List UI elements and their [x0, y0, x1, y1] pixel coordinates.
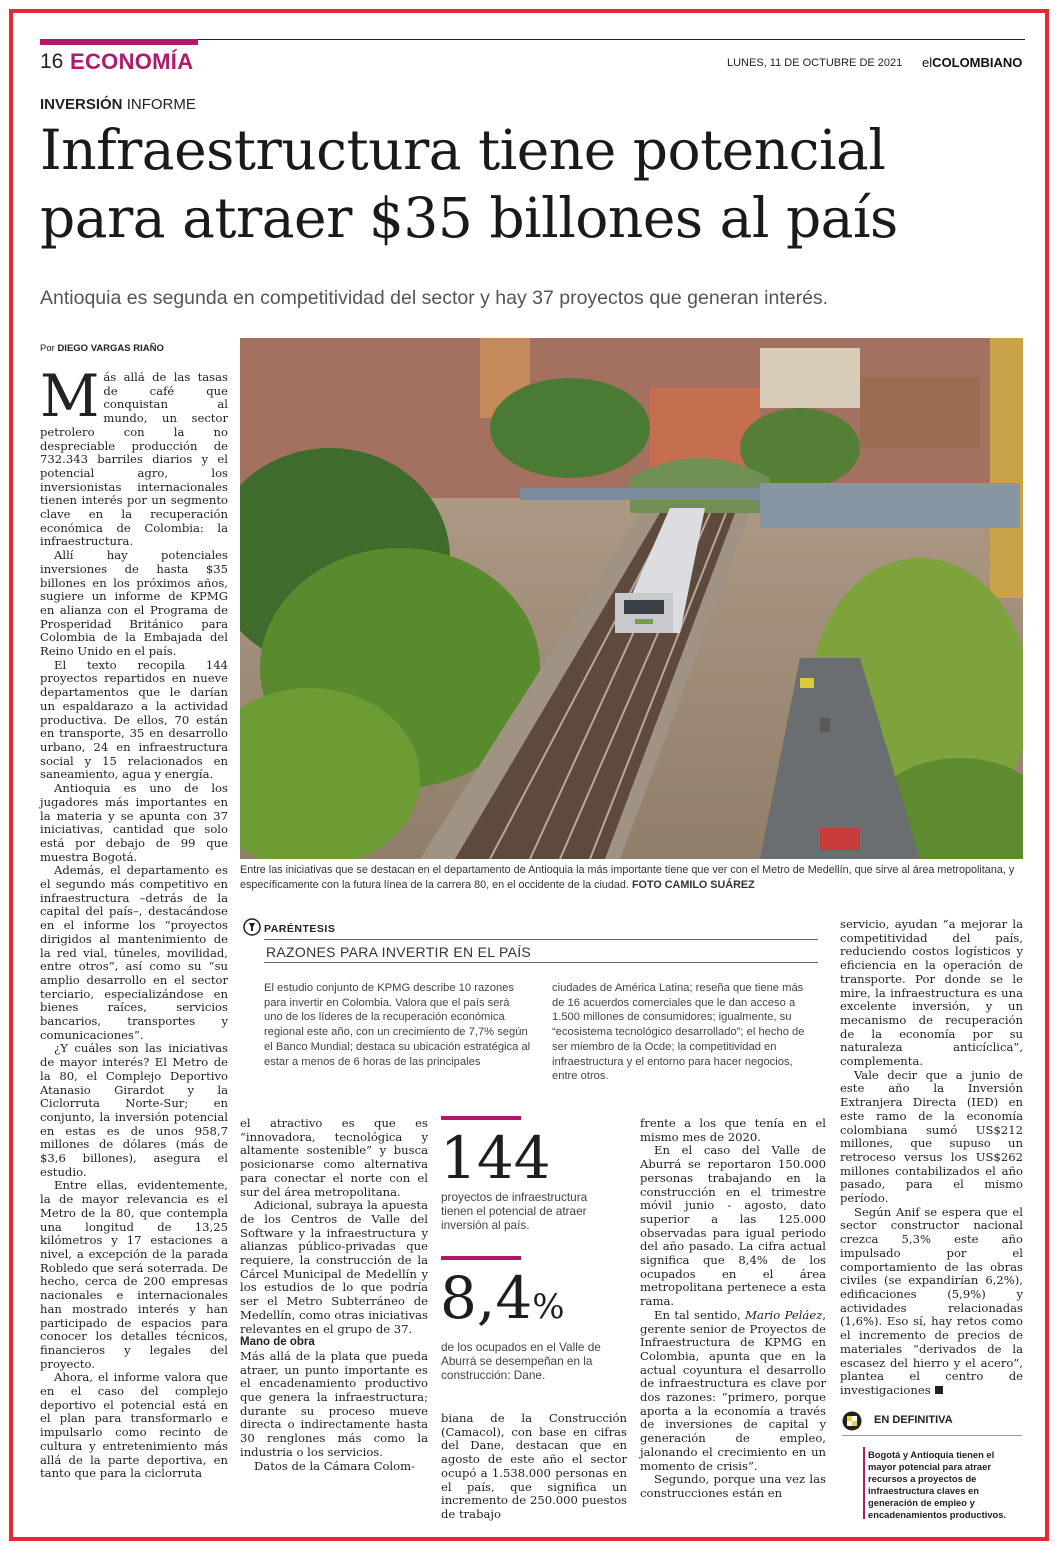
- article-column-4: frente a los que tenía en el mismo mes de 2020. En el caso del Valle de Aburrá se reportaron 150.000 personas trabajando en la construcción en el trimestre móvil junio - agosto, dato superior a las 125.000 observadas para igual periodo del año pasado. La cifra actual significa que 8,4% de los ocupados en el área metropolitana pertenece a esta rama. En tal sentido, Mario Peláez, gerente senior de Proyectos de Infraestructura de KPMG en Colombia, apunta que en la actual coyuntura el desarrollo de infraestructura es clave por dos razones: “primero, porque aporta a la economía a través de inversiones de capital y generación de empleo, jalonando el crecimiento en un momento de crisis”. Segundo, porque una vez las construcciones están en: [640, 1116, 826, 1500]
- stat-desc-projects: proyectos de infraestructura tienen el potencial de atraer inversión al país.: [441, 1190, 588, 1232]
- photo-credit: FOTO CAMILO SUÁREZ: [631, 879, 755, 891]
- parentesis-label: PARÉNTESIS: [264, 923, 336, 935]
- article-column-1: Más allá de las tasas de café que conquistan al mundo, un sector petrolero con la no despreciable producción de 732.343 barriles diarios y el potencial agro, los inversionistas internacionales tienen interés por un segmento clave en la recuperación económica de Colombia: la infraestructura. Allí hay potenciales inversiones de hasta $35 billones en los próximos años, sugiere un informe de KPMG en alianza con el Programa de Prosperidad Británico para Colombia de la Embajada del Reino Unido en el país. El texto recopila 144 proyectos repartidos en nueve departamentos que le darían un espaldarazo a la actividad productiva. De ellos, 70 están en transporte, 35 en desarrollo urbano, 24 en infraestructura social y 15 relacionados en saneamiento, agua y energía. Antioquia es uno de los jugadores más importantes en la materia y se apunta con 37 iniciativas, cantidad que solo está por debajo de 99 que muestra Bogotá. Además, el departamento es el segundo más competitivo en infraestructura –detrás de la capital del país–, destacándose en el informe los “proyectos dirigidos al mantenimiento de la red vial, túneles, movilidad, entre otros”, así como su “su amplio desarrollo en el sector terciario, especializándose en bienes raíces, servicios bancarios, transportes y comunicaciones”. ¿Y cuáles son las iniciativas de mayor interés? El Metro de la 80, el Complejo Deportivo Atanasio Girardot y la Ciclorruta Norte-Sur; en conjunto, la inversión potencial en estas es de unos 958,7 millones de dólares (más de $3,6 billones), asegura el estudio. Entre ellas, evidentemente, la de mayor relevancia es el Metro de la 80, que contempla una longitud de 13,25 kilómetros y 17 estaciones a nivel, a excepción de la parada Robledo que será soterrada. De hecho, cerca de 200 empresas nacionales e internacionales han mostrado interés y han participado de espacios para conocer los detalles técnicos, financieros y legales del proyecto. Ahora, el informe valora que en el caso del complejo deportivo el potencial está en el plan para transformarlo e impulsarlo como recinto de cultura y entretenimiento más allá de la parte deportiva, en tanto que para la ciclorruta: [40, 362, 228, 1481]
- newspaper-name: elCOLOMBIANO: [922, 55, 1023, 70]
- stat-rule-1: [441, 1116, 521, 1120]
- byline: Por DIEGO VARGAS RIAÑO: [40, 343, 164, 354]
- reasons-text-right: ciudades de América Latina; reseña que tiene más de 16 acuerdos comerciales que le dan acceso a 1.500 millones de consumidores; igualmente, su “ecosistema tecnológico desarrollado”; el hecho de ser miembro de la Ocde; la competitividad en infraestructura y el entorno para hacer negocios, entre otros.: [552, 982, 805, 1083]
- en-definitiva-accent: [863, 1447, 865, 1519]
- headline: Infraestructura tiene potencial para atraer $35 billones al país: [40, 118, 898, 250]
- article-column-2: el atractivo es que es “innovadora, tecnológica y altamente sostenible” y busca posicionarse como alternativa para conectar el norte con el sur del área metropolitana. Adicional, subraya la apuesta de los Centros de Valle del Software y la infraestructura y alianzas público-privadas que requiere, la construcción de la Cárcel Municipal de Medellín y los estudios de lo que podría ser el Metro Subterráneo de Medellín, como otras iniciativas relevantes en el grupo de 37. Mano de obra Más allá de la plata que pueda atraer, un punto importante es el encadenamiento productivo que genera la infraestructura; durante su proceso mueve directa o indirectamente hasta 30 renglones más como la industria o los servicios. Datos de la Cámara Colom-: [240, 1116, 428, 1473]
- reasons-text-left: El estudio conjunto de KPMG describe 10 razones para invertir en Colombia. Valora que el país será uno de los líderes de la recuperación económica regional este año, con un crecimiento de 7,7% según el Banco Mundial; destaca su ubicación estratégica al estar a menos de 6 horas de las principales: [264, 982, 531, 1068]
- article-column-3: biana de la Construcción (Camacol), con base en cifras del Dane, destacan que en agosto de este año el sector ocupó a 1.538.000 personas en el país, que significa un incremento de 250.000 puestos de trabajo: [441, 1411, 627, 1521]
- stat-rule-2: [441, 1256, 521, 1260]
- metro-train-illustration: [240, 338, 1023, 859]
- subhead-mano-de-obra: Mano de obra: [240, 1336, 315, 1349]
- page-number: 16: [40, 50, 64, 73]
- reasons-title: RAZONES PARA INVERTIR EN EL PAÍS: [266, 944, 532, 960]
- metro-photo: [240, 338, 1023, 859]
- section-color-bar: [40, 39, 198, 45]
- en-definitiva-label: EN DEFINITIVA: [874, 1414, 953, 1426]
- en-definitiva-text: Bogotá y Antioquia tienen el mayor potencial para atraer recursos a proyectos de infraestructura claves en generación de empleo y encadenamientos productivos.: [868, 1449, 1007, 1520]
- stat-desc-construction-share: de los ocupados en el Valle de Aburrá se desempeñan en la construcción: Dane.: [441, 1340, 601, 1382]
- end-of-article-mark: [935, 1386, 943, 1394]
- article-kicker: INVERSIÓN INFORME: [40, 96, 196, 113]
- issue-date: LUNES, 11 DE OCTUBRE DE 2021: [727, 57, 903, 69]
- stat-value-projects: 144: [440, 1124, 551, 1192]
- stat-value-construction-share: 8,4%: [440, 1264, 565, 1332]
- article-column-5: servicio, ayudan “a mejorar la competitividad del país, reduciendo costos logísticos y eficiencia en la operación de transporte. Por donde se le mire, la infraestructura es una excelente inversión, y un mecanismo de recuperación de la economía por su naturaleza anticíclica”, complementa. Vale decir que a junio de este año la Inversión Extranjera Directa (IED) en este ramo de la economía colombiana sumó US$212 millones, que supuso un retroceso versus los US$262 millones contabilizados el año pasado, para el mismo período. Según Anif se espera que el sector constructor nacional crezca 5,3% este año impulsado por el comportamiento de las obras civiles (se expandirían 6,2%), edificaciones (5,9%) y actividades relacionadas (1,6%). Eso sí, hay retos como el incremento de precios de materiales “derivados de la escasez del hierro y el acero”, plantea el centro de investigaciones: [840, 917, 1023, 1397]
- en-definitiva-rule: [842, 1435, 1022, 1436]
- pin-icon: [243, 918, 261, 936]
- deck-subtitle: Antioquia es segunda en competitividad del sector y hay 37 proyectos que generan interés.: [40, 287, 829, 309]
- photo-caption: Entre las iniciativas que se destacan en el departamento de Antioquia la más importante tiene que ver con el Metro de Medellín, que sirve al área metropolitana, y específicamente con la futura línea de la carrera 80, en el occidente de la ciudad. FOTO CAMILO SUÁREZ: [240, 864, 1015, 891]
- source-name: Mario Peláez: [745, 1307, 823, 1322]
- drop-cap: M: [40, 362, 100, 430]
- section-name: ECONOMÍA: [70, 49, 194, 74]
- checker-icon: [842, 1411, 862, 1431]
